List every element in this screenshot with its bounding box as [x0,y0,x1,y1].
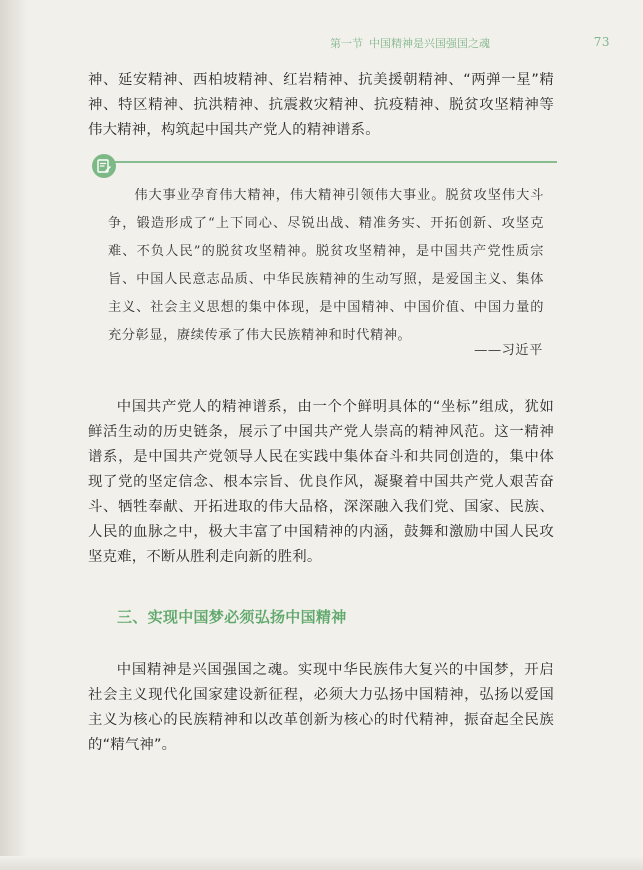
chapter-title: 中国精神是兴国强国之魂 [369,37,490,50]
page-gutter-shadow [0,0,28,870]
intro-paragraph: 神、延安精神、西柏坡精神、红岩精神、抗美援朝精神、“两弹一星”精神、特区精神、抗洪精神、抗震救灾精神、抗疫精神、脱贫攻坚精神等伟大精神，构筑起中国共产党人的精神谱系。 [88,72,554,138]
page-bottom-edge [0,856,643,870]
section3-paragraph: 中国精神是兴国强国之魂。实现中华民族伟大复兴的中国梦，开启社会主义现代化国家建设新征程，必须大力弘扬中国精神，弘扬以爱国主义为核心的民族精神和以改革创新为核心的时代精神，振奋起全民族的“精气神”。 [88,662,554,753]
page-number: 73 [593,35,610,49]
section-label: 第一节 [330,37,363,50]
running-header [330,35,610,51]
quote-text: 伟大事业孕育伟大精神，伟大精神引领伟大事业。脱贫攻坚伟大斗争，锻造形成了“上下同心、尽锐出战、精准务实、开拓创新、攻坚克难、不负人民”的脱贫攻坚精神。脱贫攻坚精神，是中国共产党性质宗旨、中国人民意志品质、中华民族精神的生动写照，是爱国主义、集体主义、社会主义思想的集中体现，是中国精神、中国价值、中国力量的充分彰显，赓续传承了伟大民族精神和时代精神。 [108,188,544,343]
note-pencil-icon [92,154,116,178]
quote-divider [112,161,557,163]
note-pencil-icon-graphic [96,158,112,174]
section-heading: 三、实现中国梦必须弘扬中国精神 [117,608,347,626]
running-header-title [330,35,496,51]
spectrum-paragraph: 中国共产党人的精神谱系，由一个个鲜明具体的“坐标”组成，犹如鲜活生动的历史链条，展示了中国共产党人崇高的精神风范。这一精神谱系，是中国共产党领导人民在实践中集体奋斗和共同创造的，集中体现了党的坚定信念、根本宗旨、优良作风，凝聚着中国共产党人艰苦奋斗、牺牲奉献、开拓进取的伟大品格，深深融入我们党、国家、民族、人民的血脉之中，极大丰富了中国精神的内涵，鼓舞和激励中国人民攻坚克难，不断从胜利走向新的胜利。 [88,399,554,565]
quote-attribution: ——习近平 [474,343,543,358]
